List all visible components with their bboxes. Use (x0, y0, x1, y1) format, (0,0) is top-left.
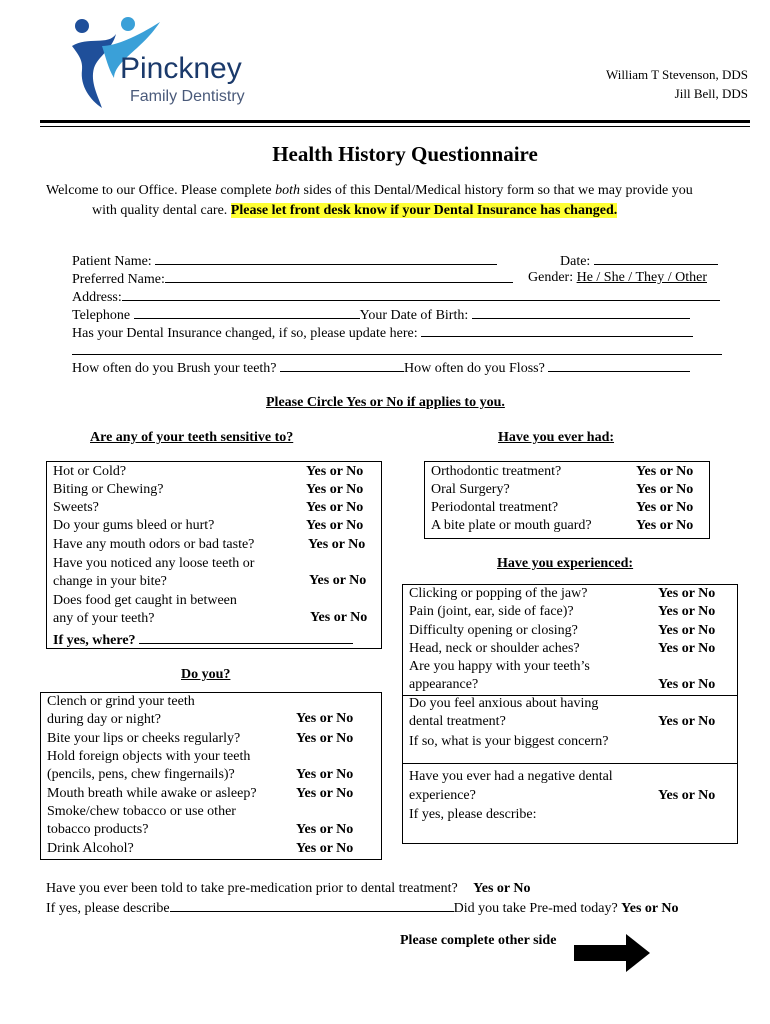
yes-or-no[interactable]: Yes or No (658, 714, 716, 729)
yes-or-no[interactable]: Yes or No (636, 518, 694, 533)
do-you-question-cont: during day or night? (47, 712, 161, 727)
premed-describe-label: If yes, please describe (46, 901, 170, 916)
floss-input[interactable] (548, 358, 690, 372)
gender-field (528, 269, 707, 287)
do-you-question: Smoke/chew tobacco or use other (47, 804, 236, 819)
do-you-question: Hold foreign objects with your teeth (47, 749, 251, 764)
yes-or-no[interactable]: Yes or No (310, 610, 368, 625)
date-field (560, 251, 718, 271)
sensitive-question: Biting or Chewing? (53, 482, 164, 497)
premed-describe-input[interactable] (170, 898, 454, 912)
arrow-right-icon (574, 932, 652, 974)
intro-part2: sides of this Dental/Medical history form so that we may provide you (300, 183, 693, 198)
yes-or-no[interactable]: Yes or No (296, 841, 354, 856)
yes-or-no[interactable]: Yes or No (636, 464, 694, 479)
intro-line2: with quality dental care. (92, 203, 231, 218)
yes-or-no[interactable]: Yes or No (621, 901, 679, 916)
dob-label: Your Date of Birth: (359, 308, 469, 323)
telephone-input[interactable] (134, 305, 360, 319)
experienced-question: Difficulty opening or closing? (409, 623, 578, 638)
yes-or-no[interactable]: Yes or No (296, 786, 354, 801)
do-you-question: Clench or grind your teeth (47, 694, 195, 709)
experienced-question: Clicking or popping of the jaw? (409, 586, 588, 601)
patient-name-input[interactable] (155, 251, 497, 265)
premed-question (46, 880, 530, 898)
yes-or-no[interactable]: Yes or No (296, 767, 354, 782)
yes-or-no[interactable]: Yes or No (296, 711, 354, 726)
premed-today-question: Did you take Pre-med today? (453, 901, 618, 916)
experienced-heading: Have you experienced: (497, 556, 634, 571)
sensitive-question: Does food get caught in between (53, 593, 237, 608)
if-yes-where-label: If yes, where? (53, 633, 136, 648)
brush-field (72, 358, 690, 378)
insurance-extra-line[interactable] (72, 354, 722, 355)
yes-or-no[interactable]: Yes or No (296, 822, 354, 837)
experienced-question: Head, neck or shoulder aches? (409, 641, 580, 656)
do-you-question: Bite your lips or cheeks regularly? (47, 731, 241, 746)
telephone-label: Telephone (72, 308, 131, 323)
date-input[interactable] (594, 251, 718, 265)
sensitive-question-cont: any of your teeth? (53, 611, 155, 626)
yes-or-no[interactable]: Yes or No (658, 788, 716, 803)
insurance-notice: Please let front desk know if your Dental Insurance has changed. (230, 203, 618, 218)
experienced-box (402, 584, 738, 844)
doctor-name: William T Stevenson, DDS (606, 67, 748, 82)
sensitive-question: Sweets? (53, 500, 99, 515)
page-title: Health History Questionnaire (272, 142, 538, 166)
ever-had-box (424, 461, 710, 539)
yes-or-no[interactable]: Yes or No (636, 500, 694, 515)
describe-prompt: If yes, please describe: (409, 807, 537, 822)
sensitive-question: Do your gums bleed or hurt? (53, 518, 215, 533)
yes-or-no[interactable]: Yes or No (308, 537, 366, 552)
do-you-question-cont: (pencils, pens, chew fingernails)? (47, 767, 235, 782)
floss-label: How often do you Floss? (404, 361, 545, 376)
ever-had-heading: Have you ever had: (498, 430, 615, 445)
logo-name: Pinckney (120, 52, 242, 85)
header-rule-thin (40, 126, 750, 127)
yes-or-no[interactable]: Yes or No (473, 881, 531, 896)
yes-or-no[interactable]: Yes or No (306, 464, 364, 479)
footer-note: Please complete other side (400, 933, 557, 948)
date-label: Date: (560, 254, 591, 269)
negative-experience-question-cont: experience? (409, 788, 476, 803)
address-input[interactable] (122, 287, 720, 301)
do-you-question-cont: tobacco products? (47, 822, 149, 837)
preferred-name-label: Preferred Name: (72, 272, 165, 287)
premed-question-text: Have you ever been told to take pre-medication prior to dental treatment? (46, 881, 458, 896)
sensitive-question: Have any mouth odors or bad taste? (53, 537, 255, 552)
patient-name-label: Patient Name: (72, 254, 152, 269)
yes-or-no[interactable]: Yes or No (309, 573, 367, 588)
yes-or-no[interactable]: Yes or No (636, 482, 694, 497)
preferred-name-input[interactable] (165, 269, 513, 283)
if-yes-where (53, 630, 353, 649)
if-yes-where-input[interactable] (139, 630, 353, 644)
gender-label: Gender: (528, 270, 574, 285)
intro-italic: both (275, 183, 301, 198)
do-you-box (40, 692, 382, 860)
sensitive-question: Have you noticed any loose teeth or (53, 556, 255, 571)
sensitive-question-cont: change in your bite? (53, 574, 167, 589)
yes-or-no[interactable]: Yes or No (306, 482, 364, 497)
logo-subtitle: Family Dentistry (130, 88, 245, 105)
experienced-question-cont: appearance? (409, 677, 479, 692)
intro-text (46, 181, 756, 221)
preferred-name-field (72, 269, 513, 289)
negative-experience-question: Have you ever had a negative dental (409, 769, 613, 784)
ever-had-question: A bite plate or mouth guard? (431, 518, 592, 533)
insurance-field (72, 323, 693, 343)
brush-input[interactable] (280, 358, 404, 372)
yes-or-no[interactable]: Yes or No (658, 677, 716, 692)
insurance-input[interactable] (421, 323, 693, 337)
doctor-list (606, 65, 748, 103)
address-field (72, 287, 720, 307)
ever-had-question: Orthodontic treatment? (431, 464, 562, 479)
intro-part1: Welcome to our Office. Please complete (46, 183, 276, 198)
ever-had-question: Oral Surgery? (431, 482, 510, 497)
ever-had-question: Periodontal treatment? (431, 500, 559, 515)
divider (403, 763, 737, 764)
insurance-label: Has your Dental Insurance changed, if so, please update here: (72, 326, 418, 341)
experienced-question-cont: dental treatment? (409, 714, 506, 729)
yes-or-no[interactable]: Yes or No (306, 518, 364, 533)
yes-or-no[interactable]: Yes or No (658, 623, 716, 638)
premed-describe (46, 898, 678, 918)
do-you-heading: Do you? (181, 667, 231, 682)
yes-or-no[interactable]: Yes or No (658, 586, 716, 601)
dob-input[interactable] (472, 305, 690, 319)
yes-or-no[interactable]: Yes or No (658, 641, 716, 656)
sensitive-box (46, 461, 382, 649)
telephone-field (72, 305, 690, 325)
biggest-concern-prompt: If so, what is your biggest concern? (409, 734, 609, 749)
patient-name-field (72, 251, 497, 271)
brush-label: How often do you Brush your teeth? (72, 361, 277, 376)
experienced-question: Pain (joint, ear, side of face)? (409, 604, 574, 619)
address-label: Address: (72, 290, 122, 305)
do-you-question: Mouth breath while awake or asleep? (47, 786, 257, 801)
experienced-question: Do you feel anxious about having (409, 696, 599, 711)
header-rule-thick (40, 120, 750, 123)
yes-or-no[interactable]: Yes or No (658, 604, 716, 619)
doctor-name: Jill Bell, DDS (674, 86, 748, 101)
sensitive-question: Hot or Cold? (53, 464, 127, 479)
do-you-question: Drink Alcohol? (47, 841, 134, 856)
yes-or-no[interactable]: Yes or No (296, 731, 354, 746)
experienced-question: Are you happy with your teeth’s (409, 659, 590, 674)
yes-or-no[interactable]: Yes or No (306, 500, 364, 515)
gender-options[interactable]: He / She / They / Other (576, 270, 707, 285)
sensitive-heading: Are any of your teeth sensitive to? (90, 430, 294, 445)
logo (68, 16, 268, 112)
circle-instruction: Please Circle Yes or No if applies to you. (266, 395, 505, 410)
